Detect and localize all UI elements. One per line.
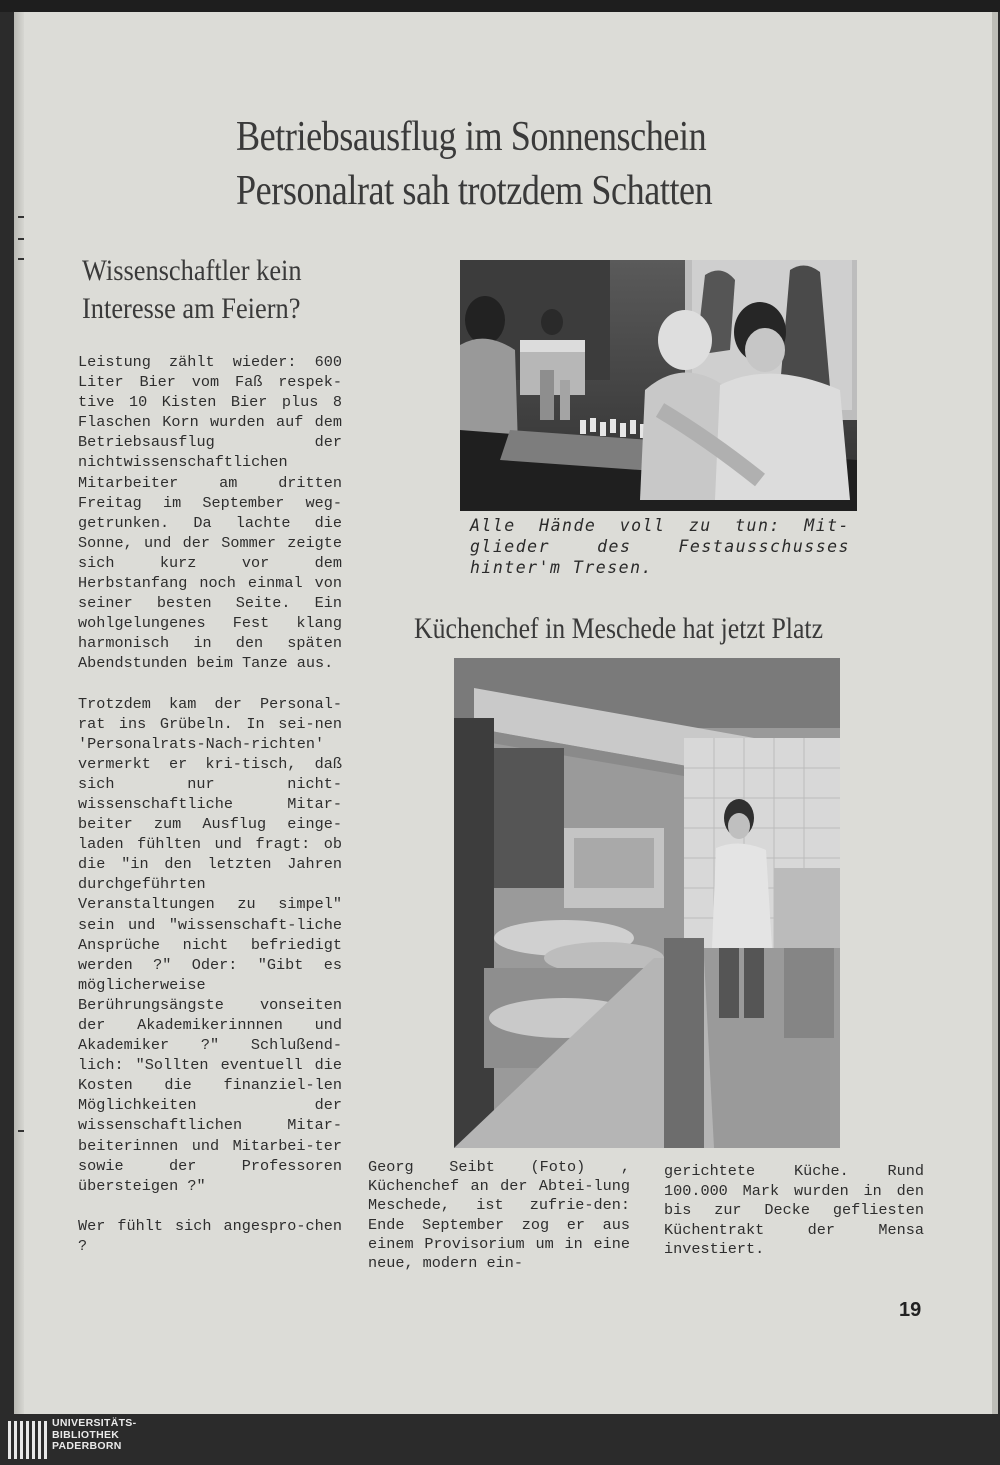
photo-festival-bar-image — [460, 260, 857, 511]
article-paragraph-2: Trotzdem kam der Personal-rat ins Grübeln. In sei-nen 'Personalrats-Nach-richten' vermerkt er kri-tisch, daß sich nur nicht-wissenschaftliche Mitar-beiter zum Ausflug einge-laden fühlten und fragt: ob die "in den letzten Jahren durchgeführten Veranstaltungen zu simpel" sein und "wissenschaft-liche Ansprüche nicht befriedigt werden ?" Oder: "Gibt es möglicherweise Berührungsängste vonseiten der Akademikerinnnen und Akademiker ?" Schlußend-lich: "Sollten eventuell die Kosten die finanziel-len Möglichkeiten der wissenschaftlichen Mitar-beiterinnen und Mitarbei-ter sowie der Professoren übersteigen ?" — [78, 694, 342, 1195]
article-column-left — [78, 352, 342, 1276]
margin-mark — [18, 238, 24, 240]
scan-top-border — [0, 0, 1000, 12]
section-subheading — [82, 252, 302, 328]
kitchen-column-left: Georg Seibt (Foto) , Küchenchef an der Abtei-lung Meschede, ist zufrie-den: Ende September zog er aus einem Provisorium um in eine neue, modern ein- — [368, 1158, 630, 1273]
library-footer — [0, 1414, 1000, 1465]
page-right-edge — [992, 12, 998, 1414]
photo-festival-caption: Alle Hände voll zu tun: Mit-glieder des Festausschusses hinter'm Tresen. — [470, 516, 850, 577]
photo-kitchen-image — [454, 658, 840, 1148]
kitchen-heading: Küchenchef in Meschede hat jetzt Platz — [414, 612, 824, 645]
kitchen-column-right: gerichtete Küche. Rund 100.000 Mark wurden in den bis zur Decke gefliesten Küchentrakt der Mensa investiert. — [664, 1162, 924, 1259]
page-spine-shadow — [14, 12, 24, 1414]
margin-mark — [18, 1130, 24, 1132]
article-paragraph-1: Leistung zählt wieder: 600 Liter Bier vom Faß respek-tive 10 Kisten Bier plus 8 Flaschen Korn wurden auf dem Betriebsausflug der nichtwissenschaftlichen Mitarbeiter am dritten Freitag im September weg-getrunken. Da lachte die Sonne, und der Sommer zeigte sich kurz vor dem Herbstanfang noch einmal von seiner besten Seite. Ein wohlgelungenes Fest klang harmonisch in den späten Abendstunden beim Tanze aus. — [78, 353, 342, 673]
photo-kitchen — [454, 658, 840, 1148]
subheading-line-1: Wissenschaftler kein — [82, 254, 302, 287]
margin-mark — [18, 258, 24, 260]
library-name-line-1: UNIVERSITÄTS- — [52, 1417, 137, 1429]
photo-festival-bar — [460, 260, 857, 511]
article-headline — [236, 110, 752, 218]
library-name — [52, 1418, 136, 1453]
article-paragraph-3: Wer fühlt sich angespro-chen ? — [78, 1216, 342, 1255]
headline-line-1: Betriebsausflug im Sonnenschein — [236, 114, 707, 160]
subheading-line-2: Interesse am Feiern? — [82, 292, 301, 325]
page-number: 19 — [899, 1299, 922, 1321]
margin-mark — [18, 216, 24, 218]
library-name-line-3: PADERBORN — [52, 1440, 122, 1452]
magazine-page — [14, 12, 998, 1414]
library-name-line-2: BIBLIOTHEK — [52, 1428, 120, 1441]
headline-line-2: Personalrat sah trotzdem Schatten — [236, 168, 713, 214]
library-logo-icon — [6, 1419, 52, 1461]
